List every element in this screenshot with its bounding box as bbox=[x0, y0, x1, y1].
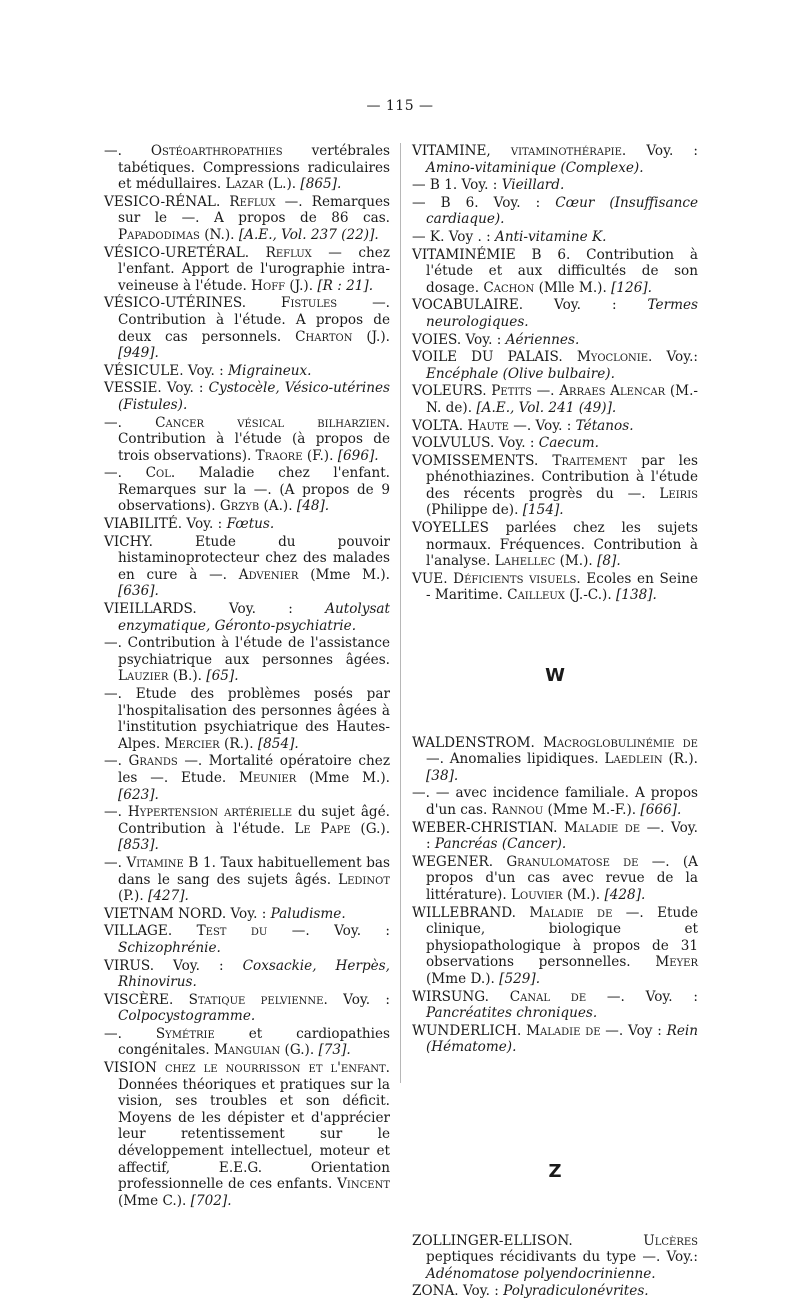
entry-text: —. Anomalies lipidiques. bbox=[426, 751, 605, 768]
entry-text: Laedlein bbox=[604, 751, 663, 768]
entry-text: Maladie de bbox=[526, 1022, 601, 1039]
entry-text: Anti-vitamine K. bbox=[495, 228, 607, 245]
entry-text: [854]. bbox=[257, 735, 299, 752]
entry-text: (Mme M.-F.). bbox=[543, 802, 641, 818]
entry-text: WIRSUNG. bbox=[412, 988, 510, 1005]
entry-text: (G.). bbox=[280, 1042, 319, 1059]
entry-text: Paludisme. bbox=[270, 905, 346, 922]
entry-list bbox=[412, 735, 698, 1056]
entry-text: Données théoriques et pratiques sur la vision, ses troubles et son déficit. Moyens de les dépister et d'apprécier leur retentissement sur le développement intellectuel, moteur et affectif, E.E.G. Orientation professionnelle de ces enfants. bbox=[118, 1076, 390, 1193]
entry-text: B 1. Taux habituellement bas dans le sang des sujets âgés. bbox=[118, 854, 390, 888]
entry-text: —. bbox=[104, 1025, 156, 1042]
entry-text: — chez l'enfant. Apport de l'urographie intra-veineuse à l'étude. bbox=[118, 244, 391, 294]
entry-text: —. bbox=[104, 854, 127, 871]
section-letter-w: W bbox=[545, 665, 565, 687]
entry-text: Hoff bbox=[251, 277, 286, 294]
entry-text: Cailleux bbox=[507, 587, 565, 604]
entry-text: (Mlle M.). bbox=[534, 279, 612, 296]
entry-text: VIEILLARDS. Voy. : bbox=[104, 601, 326, 618]
entry-text: Test du bbox=[196, 923, 268, 940]
index-entry bbox=[412, 989, 698, 1022]
entry-text: et cardiopathies congénitales. bbox=[118, 1025, 390, 1059]
entry-text: (Mme C.). bbox=[118, 1192, 191, 1209]
entry-text: Termes neurologiques. bbox=[426, 297, 698, 330]
entry-text: —. Contribution à l'étude. A propos de deux cas personnels. bbox=[118, 295, 390, 345]
index-entry bbox=[104, 855, 390, 905]
index-entry bbox=[412, 453, 698, 519]
entry-text: VOYELLES parlées chez les sujets normaux. Fréquences. Contribution à l'analyse. bbox=[412, 520, 698, 570]
entry-text: Advenier bbox=[238, 566, 299, 583]
entry-text: VESICO-RÉNAL. bbox=[104, 193, 230, 210]
entry-text: Grzyb bbox=[219, 498, 260, 515]
entry-text: chez le nourrisson et l'enfant. bbox=[164, 1060, 391, 1077]
entry-text: du sujet âgé. Contribution à l'étude. bbox=[118, 804, 390, 837]
entry-text: VIETNAM NORD. Voy. : bbox=[104, 905, 271, 922]
index-entry bbox=[412, 785, 698, 818]
entry-text: —. — avec incidence familiale. A propos d'un cas. bbox=[412, 785, 698, 818]
entry-text: Pancréas (Cancer). bbox=[434, 836, 567, 853]
entry-text: Déficients visuels. bbox=[453, 570, 581, 587]
entry-text: VITAMINÉMIE B 6. Contribution à l'étude et aux difficultés de son dosage. bbox=[412, 246, 698, 296]
entry-text: Col. bbox=[145, 465, 176, 482]
entry-list bbox=[412, 143, 698, 604]
entry-text: (J.). bbox=[285, 277, 318, 294]
entry-text: [A.E., Vol. 241 (49)]. bbox=[476, 399, 617, 416]
entry-text: Vincent bbox=[337, 1176, 390, 1193]
entry-text: —. bbox=[531, 383, 560, 400]
index-entry bbox=[412, 1283, 698, 1300]
entry-text: Louvier bbox=[510, 886, 563, 903]
entry-text: Encéphale (Olive bulbaire). bbox=[426, 365, 615, 382]
index-entry bbox=[104, 534, 390, 600]
entry-text: Statique pelvienne. bbox=[188, 991, 328, 1008]
index-entry bbox=[412, 143, 698, 176]
index-entry bbox=[412, 349, 698, 382]
index-entry bbox=[412, 735, 698, 785]
right-column bbox=[412, 143, 698, 1301]
index-entry bbox=[412, 435, 698, 452]
entry-text: Colpocystogramme. bbox=[118, 1008, 256, 1025]
entry-text: VÉSICULE. Voy. : bbox=[104, 362, 229, 379]
entry-text: Cœur (Insuffisance cardiaque). bbox=[426, 194, 698, 228]
entry-text: Haute bbox=[467, 417, 509, 434]
entry-text: Lazar bbox=[225, 176, 264, 193]
entry-text: (R.). bbox=[662, 751, 698, 768]
entry-text: (L.). bbox=[263, 176, 301, 193]
index-entry bbox=[104, 363, 390, 380]
entry-text: —. Etude des problèmes posés par l'hospitalisation des personnes âgées à l'institution psychiatrique des Hautes-Alpes. bbox=[104, 686, 390, 752]
index-entry bbox=[104, 245, 390, 295]
entry-text: —. Etude clinique, biologique et physiopathologique à propos de 31 observations personnelles. bbox=[426, 904, 698, 971]
entry-text: (R.). bbox=[219, 735, 258, 752]
entry-text: (G.). bbox=[350, 820, 391, 837]
entry-text: Cystocèle, Vésico-utérines (Fistules). bbox=[118, 380, 391, 413]
index-entry bbox=[104, 1026, 390, 1059]
entry-list bbox=[104, 143, 390, 1209]
entry-text: Cachon bbox=[483, 279, 535, 296]
entry-text: Coxsackie, Herpès, Rhinovirus. bbox=[118, 957, 390, 991]
entry-text: (F.). bbox=[302, 447, 338, 464]
entry-text: Papadodimas bbox=[118, 226, 200, 243]
entry-text: Fœtus. bbox=[226, 516, 275, 533]
entry-text: (Mme M.). bbox=[296, 769, 390, 786]
entry-text: (M.). bbox=[555, 553, 598, 570]
entry-text: VISCÈRE. bbox=[104, 991, 189, 1008]
index-entry bbox=[104, 923, 390, 956]
entry-text: —. bbox=[104, 143, 151, 159]
entry-text: Migraineux. bbox=[228, 362, 312, 379]
entry-text: [48]. bbox=[296, 498, 330, 515]
entry-text: Lauzier bbox=[118, 668, 169, 685]
entry-text: VOIES. Voy. : bbox=[412, 331, 506, 348]
page-number: — 115 — bbox=[366, 98, 434, 114]
entry-list bbox=[412, 1233, 698, 1300]
entry-text: [853]. bbox=[118, 837, 159, 854]
index-entry bbox=[412, 297, 698, 330]
entry-text: Voy.: bbox=[652, 349, 698, 366]
entry-text: —. Mortalité opératoire chez les —. Etude. bbox=[118, 753, 390, 786]
entry-text: —. Voy. : bbox=[267, 923, 391, 940]
entry-text: [38]. bbox=[426, 767, 459, 784]
entry-text: VOLTA. bbox=[412, 417, 468, 434]
entry-text: Granulomatose de bbox=[506, 853, 639, 870]
entry-text: [73]. bbox=[318, 1042, 351, 1059]
index-entry bbox=[104, 194, 390, 244]
entry-text: Macroglobulinémie de bbox=[543, 734, 698, 751]
entry-text: Ostéoarthropathies bbox=[150, 143, 283, 159]
entry-text: [65]. bbox=[206, 668, 239, 685]
index-entry bbox=[412, 383, 698, 416]
section-letter-z: Z bbox=[548, 1160, 562, 1182]
entry-text: —. Voy. : bbox=[426, 819, 698, 853]
entry-text: Petits bbox=[491, 383, 532, 400]
entry-text: VICHY. Etude du pouvoir histaminoprotecteur chez des malades en cure à —. bbox=[104, 533, 390, 583]
entry-text: (J.). bbox=[352, 328, 390, 345]
index-entry bbox=[104, 958, 390, 991]
entry-text: —. Voy. : bbox=[586, 988, 699, 1005]
entry-text: [R : 21]. bbox=[317, 277, 374, 294]
index-entry bbox=[104, 992, 390, 1025]
entry-text: VOLVULUS. Voy. : bbox=[412, 435, 539, 452]
entry-text: peptiques récidivants du type —. Voy.: bbox=[426, 1249, 698, 1266]
entry-text: Ecoles en Seine - Maritime. bbox=[426, 570, 698, 604]
entry-text: [428]. bbox=[604, 886, 646, 903]
entry-text: VILLAGE. bbox=[104, 923, 197, 940]
entry-text: [529]. bbox=[499, 970, 541, 987]
entry-text: Adénomatose polyendocrinienne. bbox=[426, 1265, 656, 1282]
entry-text: —. (A propos d'un cas avec revue de la littérature). bbox=[426, 853, 698, 903]
entry-text: [8]. bbox=[597, 553, 621, 570]
index-entry bbox=[412, 177, 698, 194]
entry-text: Caecum. bbox=[538, 435, 599, 452]
entry-text: —. Remarques sur le —. A propos de 86 cas. bbox=[118, 193, 390, 227]
entry-text: Maladie de bbox=[529, 904, 613, 921]
entry-text: Contribution à l'étude (à propos de trois observations). bbox=[118, 431, 390, 464]
entry-text: —. bbox=[104, 414, 156, 431]
entry-text: Polyradiculonévrites. bbox=[503, 1283, 649, 1300]
index-entry bbox=[412, 418, 698, 435]
entry-text: (M.). bbox=[562, 886, 605, 903]
entry-text: Le Pape bbox=[294, 820, 351, 837]
entry-text: [154]. bbox=[522, 502, 564, 519]
index-entry bbox=[104, 635, 390, 685]
entry-text: [126]. bbox=[611, 279, 652, 296]
entry-text: [865]. bbox=[300, 176, 342, 193]
entry-text: Voy. : bbox=[327, 991, 391, 1008]
entry-text: Hypertension artérielle bbox=[127, 804, 293, 821]
entry-text: Symétrie bbox=[155, 1025, 215, 1042]
index-entry bbox=[104, 753, 390, 803]
entry-text: Grands bbox=[128, 753, 178, 770]
entry-text: [702]. bbox=[190, 1192, 232, 1209]
index-entry bbox=[104, 1060, 390, 1209]
entry-text: VOMISSEMENTS. bbox=[412, 452, 553, 469]
index-entry bbox=[412, 905, 698, 988]
entry-text: Canal de bbox=[509, 988, 587, 1005]
entry-text: (Mme D.). bbox=[426, 970, 500, 987]
entry-text: [636]. bbox=[118, 583, 159, 600]
entry-text: WALDENSTROM. bbox=[412, 734, 544, 751]
entry-text: [696]. bbox=[337, 447, 379, 464]
entry-text: VOCABULAIRE. Voy. : bbox=[412, 297, 648, 314]
entry-text: Reflux bbox=[265, 244, 312, 261]
entry-text: WILLEBRAND. bbox=[412, 904, 530, 921]
entry-text: (M.-N. de). bbox=[426, 383, 698, 416]
index-entry bbox=[412, 332, 698, 349]
entry-text: (A.). bbox=[259, 498, 297, 515]
entry-text: VÉSICO-UTÉRINES. bbox=[104, 295, 282, 312]
entry-text: WUNDERLICH. bbox=[412, 1022, 527, 1039]
entry-text: Vieillard. bbox=[501, 177, 565, 194]
entry-text: par les phénothiazines. Contribution à l'étude des récents progrès du —. bbox=[426, 452, 698, 502]
index-entry bbox=[104, 143, 390, 193]
entry-text: Schizophrénie. bbox=[118, 939, 221, 956]
entry-text: Tétanos. bbox=[575, 417, 634, 434]
entry-text: (N.). bbox=[199, 226, 239, 243]
entry-text: Fistules bbox=[281, 295, 338, 312]
entry-text: —. bbox=[104, 804, 128, 821]
entry-text: Meyer bbox=[655, 954, 698, 971]
entry-text: — B 1. Voy. : bbox=[412, 177, 502, 194]
entry-text: Arraes Alencar bbox=[559, 383, 666, 400]
entry-text: Rannou bbox=[491, 802, 544, 818]
index-entry bbox=[412, 229, 698, 246]
entry-text: VOILE DU PALAIS. bbox=[412, 349, 577, 366]
entry-text: Amino-vitaminique (Complexe). bbox=[426, 159, 644, 176]
index-entry bbox=[412, 820, 698, 853]
index-entry bbox=[104, 906, 390, 923]
entry-text: Manguian bbox=[213, 1042, 281, 1059]
index-entry bbox=[104, 295, 390, 361]
entry-text: (J.-C.). bbox=[564, 587, 616, 604]
column-divider bbox=[400, 143, 401, 1083]
index-entry bbox=[412, 854, 698, 904]
entry-text: VOLEURS. bbox=[412, 383, 492, 400]
entry-text: VESSIE. Voy. : bbox=[104, 380, 209, 397]
entry-text: Reflux bbox=[229, 193, 276, 210]
entry-text: VIRUS. Voy. : bbox=[104, 957, 243, 974]
index-entry bbox=[104, 415, 390, 465]
entry-text: ZONA. Voy. : bbox=[412, 1283, 504, 1300]
entry-text: —. Voy. : bbox=[508, 417, 576, 434]
entry-text: [138]. bbox=[616, 587, 657, 604]
entry-text: Charton bbox=[295, 328, 353, 345]
entry-text: Maladie chez l'enfant. Remarques sur la —. (A propos de 9 observations). bbox=[118, 465, 390, 515]
entry-text: Voy. : bbox=[626, 143, 698, 159]
entry-text: (Mme M.). bbox=[298, 566, 390, 583]
entry-text: (P.). bbox=[118, 888, 148, 905]
index-entry bbox=[104, 516, 390, 533]
entry-text: Ulcères bbox=[643, 1232, 698, 1249]
entry-text: [666]. bbox=[640, 802, 682, 818]
entry-text: WEBER-CHRISTIAN. bbox=[412, 819, 564, 836]
entry-text: VISION bbox=[104, 1060, 165, 1077]
entry-text: vertébrales tabétiques. Compressions radiculaires et médullaires. bbox=[118, 143, 390, 193]
entry-text: Myoclonie. bbox=[576, 349, 653, 366]
entry-text: (B.). bbox=[168, 668, 207, 685]
entry-text: Traitement bbox=[552, 452, 628, 469]
entry-text: — B 6. Voy. : bbox=[412, 194, 556, 211]
entry-text: —. bbox=[104, 753, 129, 770]
entry-text: VIABILITÉ. Voy. : bbox=[104, 516, 227, 533]
entry-text: Autolysat enzymatique, Géronto-psychiatrie. bbox=[118, 601, 390, 634]
index-entry bbox=[412, 1023, 698, 1056]
entry-text: Mercier bbox=[164, 735, 220, 752]
entry-text: Lahellec bbox=[494, 553, 556, 570]
index-entry bbox=[412, 195, 698, 228]
index-entry bbox=[412, 520, 698, 570]
entry-text: [427]. bbox=[147, 888, 189, 905]
entry-text: Vitamine bbox=[126, 854, 184, 871]
index-entry bbox=[104, 686, 390, 752]
left-column bbox=[104, 143, 390, 1210]
entry-text: VÉSICO-URETÉRAL. bbox=[104, 244, 266, 261]
entry-text: ZOLLINGER-ELLISON. bbox=[412, 1232, 644, 1249]
entry-text: WEGENER. bbox=[412, 853, 507, 870]
entry-text: Pancréatites chroniques. bbox=[426, 1005, 598, 1022]
index-entry bbox=[412, 1233, 698, 1283]
entry-text: Traore bbox=[255, 447, 303, 464]
entry-text: Maladie de bbox=[563, 819, 641, 836]
index-entry bbox=[412, 571, 698, 604]
entry-text: Aériennes. bbox=[505, 331, 580, 348]
entry-text: —. Contribution à l'étude de l'assistance psychiatrique aux personnes âgées. bbox=[104, 635, 390, 668]
entry-text: (Philippe de). bbox=[426, 502, 523, 519]
index-entry bbox=[104, 465, 390, 515]
entry-text: Rein (Hématome). bbox=[426, 1022, 698, 1056]
entry-text: VITAMINE, bbox=[412, 143, 511, 159]
entry-text: —. bbox=[104, 465, 146, 482]
entry-text: VUE. bbox=[412, 570, 454, 587]
entry-text: vitaminothérapie. bbox=[510, 143, 627, 159]
index-entry bbox=[104, 601, 390, 634]
entry-text: [A.E., Vol. 237 (22)]. bbox=[238, 226, 379, 243]
entry-text: — K. Voy . : bbox=[412, 228, 496, 245]
entry-text: Ledinot bbox=[338, 871, 390, 888]
entry-text: [949]. bbox=[118, 345, 159, 362]
entry-text: Meunier bbox=[239, 769, 297, 786]
entry-text: —. Voy : bbox=[600, 1022, 667, 1039]
entry-text: Leiris bbox=[659, 485, 698, 502]
index-entry bbox=[104, 804, 390, 854]
entry-text: [623]. bbox=[118, 786, 159, 803]
index-entry bbox=[104, 380, 390, 413]
entry-text: Cancer vésical bilharzien. bbox=[155, 414, 390, 431]
index-entry bbox=[412, 247, 698, 297]
